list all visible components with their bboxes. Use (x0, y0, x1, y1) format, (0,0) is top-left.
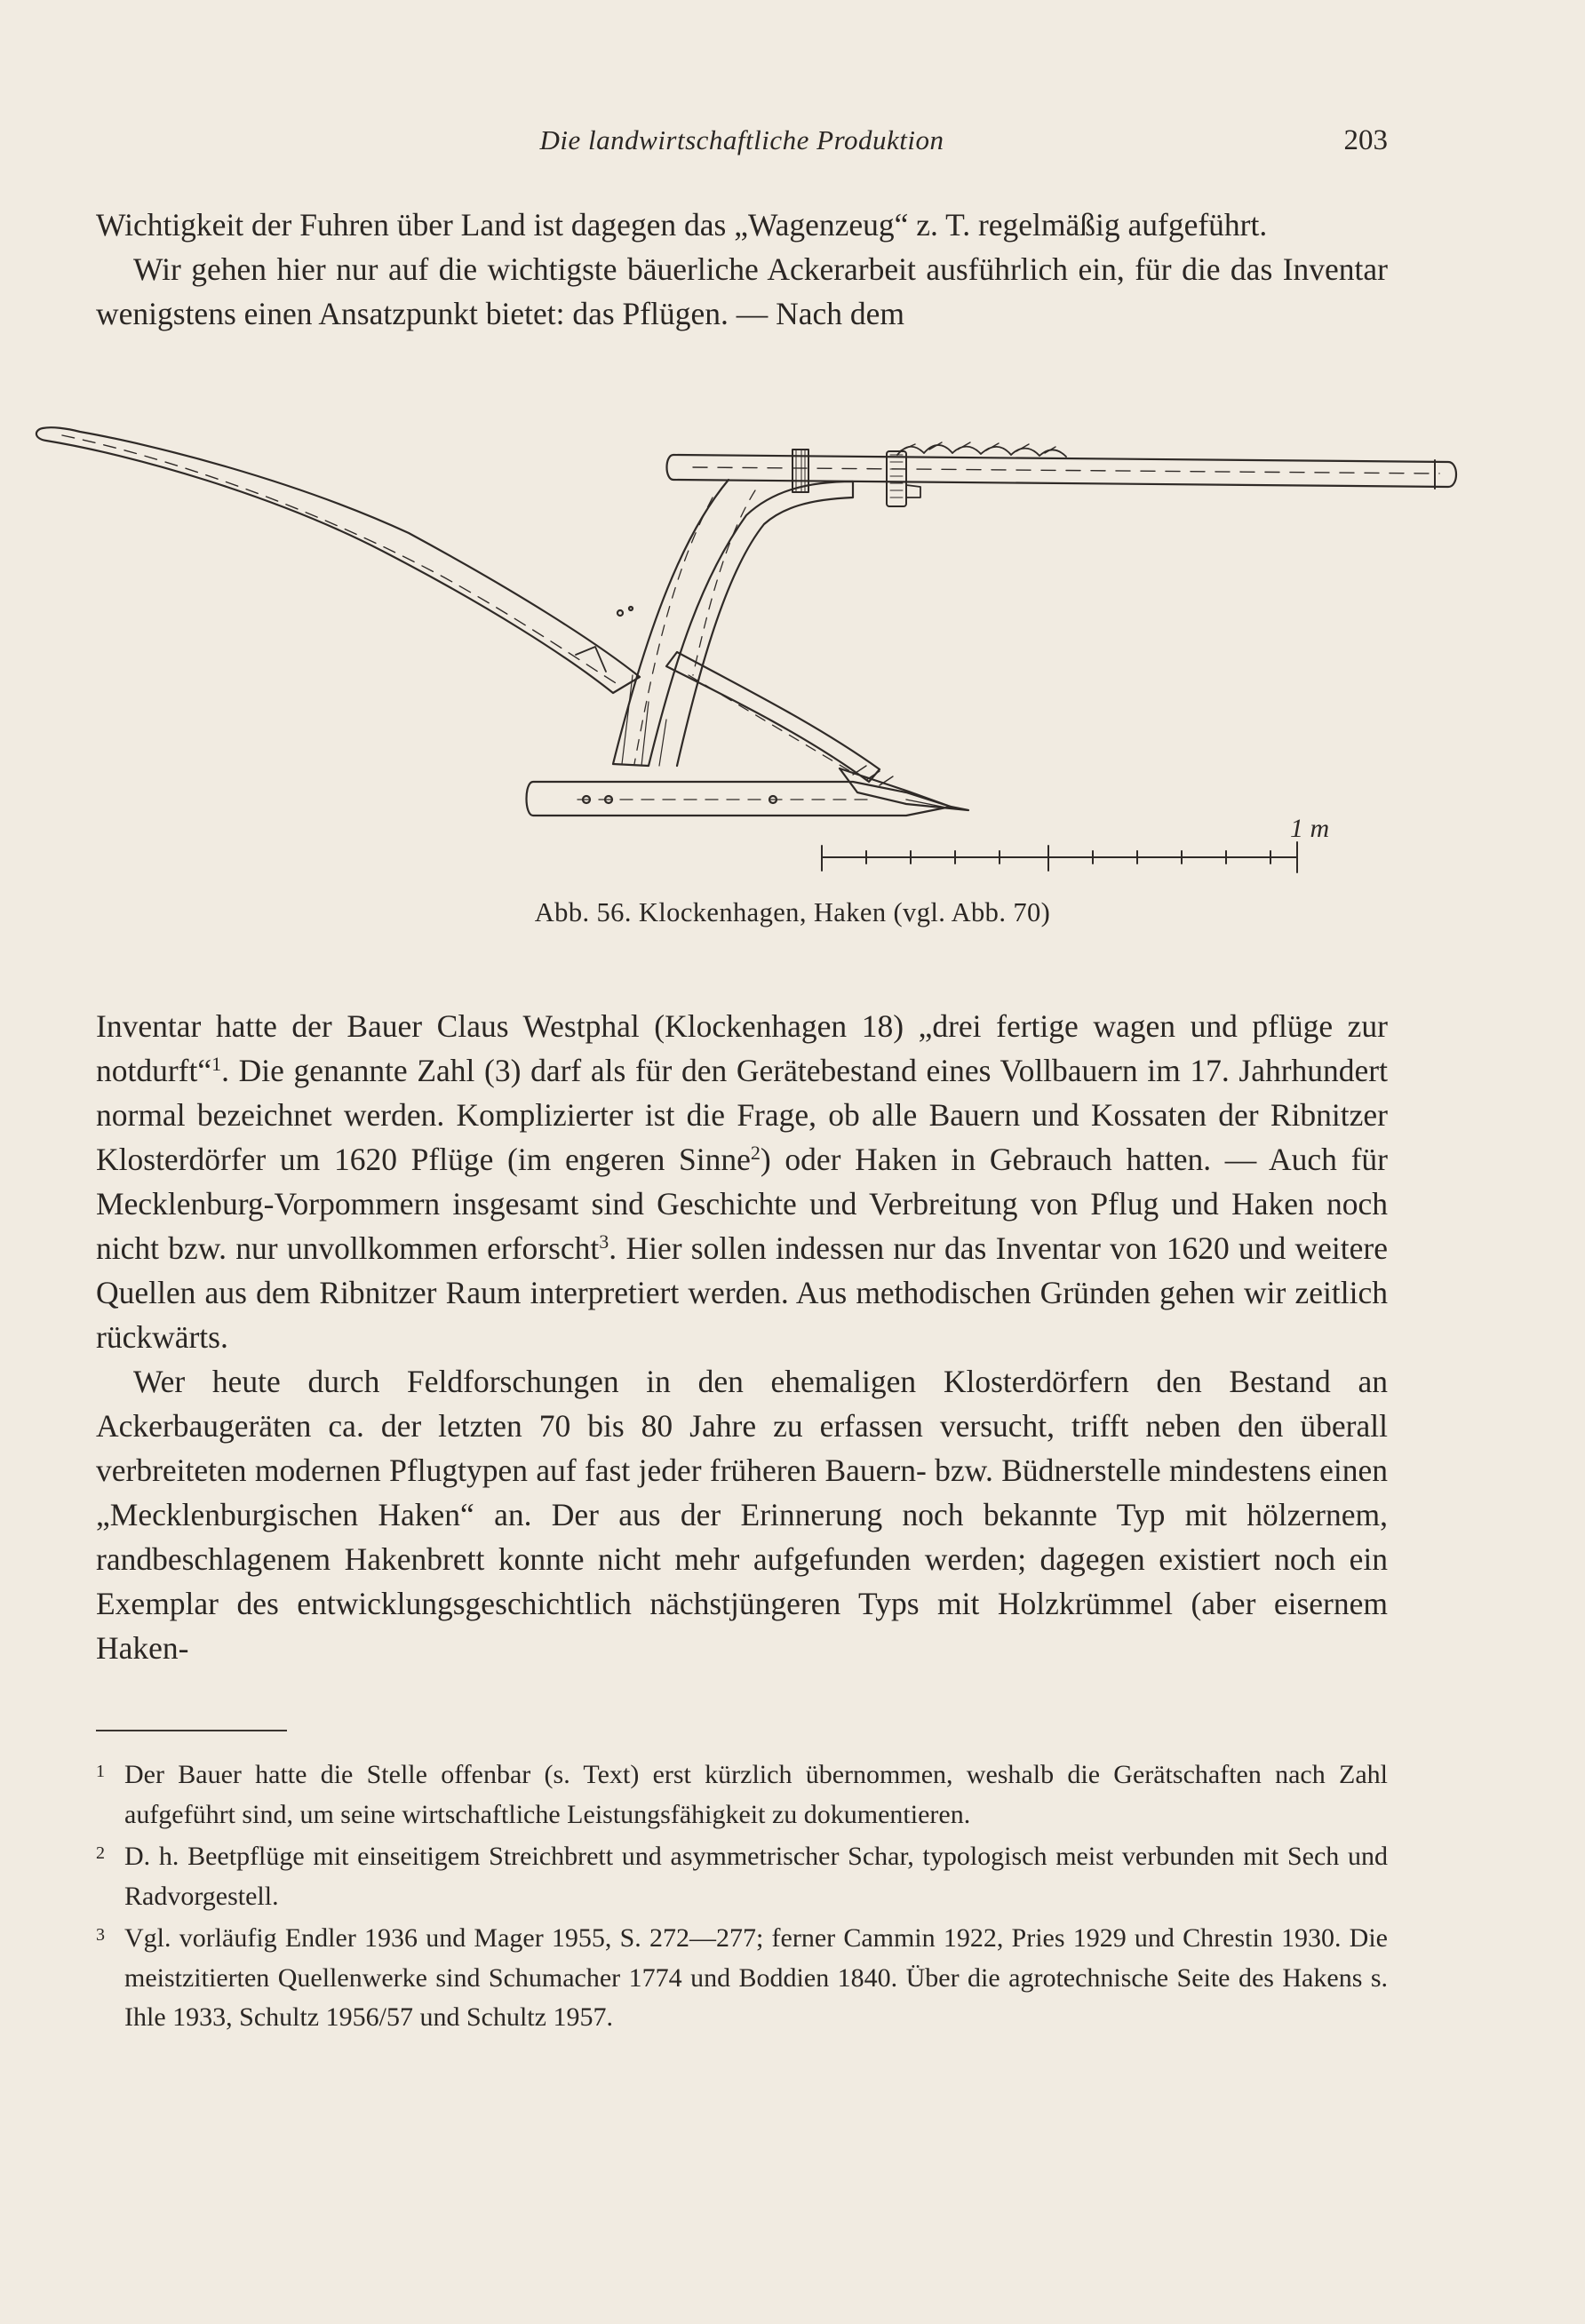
scale-label: 1 m (1290, 814, 1330, 843)
figure-caption: Abb. 56. Klockenhagen, Haken (vgl. Abb. 70) (534, 897, 1051, 927)
plough-body (613, 480, 853, 766)
paragraph-inventory-part-a: Inventar hatte der Bauer Claus Westphal (Klockenhagen 18) „drei fertige wagen und pflüge zur notdurft“ (96, 1008, 1388, 1088)
footnote-1 (96, 1755, 1388, 1835)
footnote-2 (96, 1837, 1388, 1916)
haken-plough-drawing (27, 409, 1484, 906)
paragraph-fieldwork: Wer heute durch Feldforschungen in den ehemaligen Klosterdörfern den Bestand an Ackerbaugeräten ca. der letzten 70 bis 80 Jahre zu erfassen versucht, trifft neben den überall verbreiteten modernen Pflugtypen auf fast jeder früheren Bauern- bzw. Büdnerstelle mindestens einen „Mecklenburgischen Haken“ an. Der aus der Erinnerung noch bekannte Typ mit hölzernem, randbeschlagenem Hakenbrett konnte nicht mehr aufgefunden werden; dagegen existiert noch ein Exemplar des entwicklungsgeschichtlich nächstjüngeren Typs mit Holzkrümmel (aber eisernem Haken- (96, 1364, 1388, 1666)
paragraph-inventory-part-d: . Hier sollen indessen nur das Inventar von 1620 und weitere Quellen aus dem Ribnitzer Raum interpretiert werden. Aus methodischen Gründen gehen wir zeitlich rückwärts. (96, 1230, 1388, 1355)
footnotes (96, 1755, 1388, 2041)
paragraph-ploughing-intro: Wir gehen hier nur auf die wichtigste bäuerliche Ackerarbeit ausführlich ein, für die das Inventar wenigstens einen Ansatzpunkt bietet: das Pflügen. — Nach dem (96, 251, 1388, 331)
paragraph-inventory-part-b: . Die genannte Zahl (3) darf als für den Gerätebestand eines Vollbauern im 17. Jahrhundert normal bezeichnet werden. Komplizierter ist die Frage, ob alle Bauern und Kossaten der Ribnitzer Klosterdörfer um 1620 Pflüge (im engeren Sinne (96, 1053, 1388, 1177)
footnote-divider (96, 1730, 287, 1731)
page-number: 203 (1343, 124, 1388, 156)
plough-brace (666, 652, 880, 782)
footnote-3 (96, 1919, 1388, 2038)
paragraph-continuation: Wichtigkeit der Fuhren über Land ist dagegen das „Wagenzeug“ z. T. regelmäßig aufgeführt. (96, 207, 1268, 243)
footnote-ref-3[interactable]: 3 (599, 1230, 609, 1253)
footnote-number: 2 (96, 1843, 105, 1863)
plough-beam (667, 455, 1457, 487)
beam-band-rear (887, 451, 906, 506)
footnote-text: D. h. Beetpflüge mit einseitigem Streichbrett und asymmetrischer Schar, typologisch meist verbunden mit Sech und Radvorgestell. (124, 1842, 1388, 1911)
footnote-number: 1 (96, 1762, 105, 1781)
footnote-number: 3 (96, 1925, 105, 1945)
top-text-block (96, 203, 1388, 336)
plough-share (840, 768, 968, 810)
page-header (96, 124, 1388, 169)
plough-figure (27, 409, 1484, 906)
footnote-text: Der Bauer hatte die Stelle offenbar (s. Text) erst kürzlich übernommen, weshalb die Gerätschaften nach Zahl aufgeführt sind, um seine wirtschaftliche Leistungsfähigkeit zu dokumentieren. (124, 1760, 1388, 1829)
footnote-ref-2[interactable]: 2 (750, 1142, 761, 1164)
plough-handle (36, 427, 640, 693)
main-text-block (96, 1004, 1388, 1670)
footnote-ref-1[interactable]: 1 (211, 1053, 222, 1075)
footnote-text: Vgl. vorläufig Endler 1936 und Mager 1955, S. 272—277; ferner Cammin 1922, Pries 1929 und Chrestin 1930. Die meistzitierten Quellenwerke sind Schumacher 1774 und Boddien 1840. Über die agrotechnische Seite des Hakens s. Ihle 1933, Schultz 1956/57 und Schultz 1957. (124, 1923, 1388, 2032)
running-title: Die landwirtschaftliche Produktion (539, 124, 944, 155)
paragraph-inventory (96, 1004, 1388, 1359)
paragraph-inventory-part-c: ) oder Haken in Gebrauch hatten. — Auch für Mecklenburg-Vorpommern insgesamt sind Geschichte und Verbreitung von Pflug und Haken noch nicht bzw. nur unvollkommen erforscht (96, 1142, 1388, 1266)
